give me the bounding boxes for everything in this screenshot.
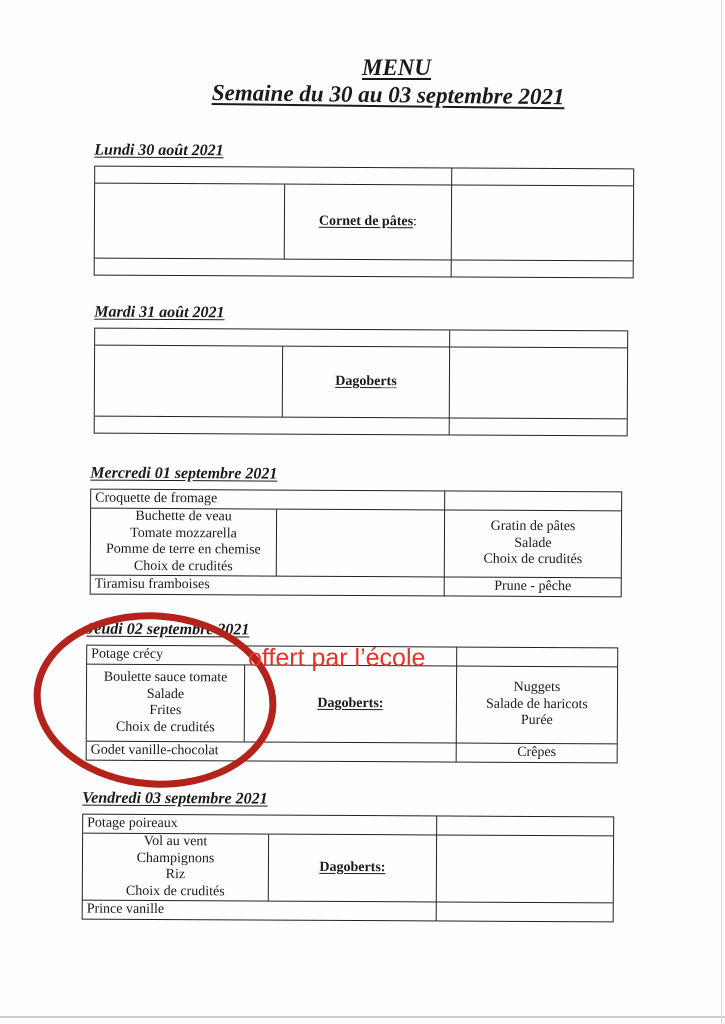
option-1-line: Frites [149, 702, 182, 719]
option-1-line: Vol au vent [143, 833, 208, 850]
menu-option-2 [277, 510, 445, 578]
day-title: Jeudi 02 septembre 2021 [86, 620, 250, 639]
starter-cell: Potage crécy [87, 646, 457, 667]
option-3-line: Nuggets [513, 680, 561, 696]
option-3-line: Salade de haricots [485, 696, 588, 712]
option-1-line: Riz [165, 867, 186, 883]
option-2-suffix: : [413, 214, 417, 230]
starter-cell [95, 167, 452, 186]
page-right-edge [721, 0, 722, 1024]
option-1-line: Buchette de veau [135, 508, 232, 525]
dessert-right-cell: Crêpes [517, 744, 557, 761]
menu-option-2 [285, 185, 452, 261]
week-subtitle: Semaine du 30 au 03 septembre 2021 [211, 80, 565, 110]
top-right-cell [457, 648, 617, 668]
day-menu-table [90, 489, 623, 598]
menu-option-3 [457, 667, 617, 745]
option-3-line: Purée [520, 713, 553, 729]
day-menu-table [82, 814, 615, 923]
option-3-line: Gratin de pâtes [490, 518, 576, 535]
top-right-cell [452, 168, 633, 186]
dessert-right-cell [452, 260, 633, 277]
day-menu-table [94, 166, 635, 279]
option-1-line: Tomate mozzarella [130, 525, 237, 541]
day-menu-table [94, 328, 629, 437]
menu-option-1 [95, 184, 285, 260]
option-2-dish: Dagoberts: [317, 695, 384, 711]
option-1-line: Salade [146, 686, 185, 702]
page-bottom-edge [0, 1016, 725, 1018]
day-block-vendredi [82, 790, 615, 923]
menu-option-2 [283, 347, 450, 419]
menu-option-2 [269, 835, 437, 903]
menu-option-3 [450, 347, 627, 419]
option-1-line: Choix de crudités [115, 719, 215, 735]
dessert-right-cell: Prune - pêche [494, 578, 572, 595]
dessert-cell [95, 259, 452, 277]
option-1-line: Boulette sauce tomate [103, 669, 228, 686]
dessert-right-cell [437, 902, 613, 921]
dessert-cell: Godet vanille-chocolat [87, 742, 457, 762]
day-title: Mardi 31 août 2021 [94, 303, 225, 322]
day-block-mardi [94, 304, 629, 437]
offered-by-school-note: offert par l’école [248, 644, 426, 672]
option-3-line: Salade [514, 535, 552, 551]
day-block-lundi [94, 142, 635, 279]
menu-option-3 [452, 185, 633, 261]
dessert-cell: Tiramisu framboises [91, 576, 445, 596]
starter-cell [95, 329, 450, 348]
option-2-dish: Dagoberts [335, 373, 397, 389]
top-right-cell [445, 491, 621, 511]
day-title: Vendredi 03 septembre 2021 [82, 789, 268, 808]
option-3-line: Choix de crudités [483, 551, 583, 568]
menu-option-1 [83, 834, 269, 902]
top-right-cell [437, 816, 613, 836]
starter-cell: Potage poireaux [83, 815, 437, 836]
dessert-cell [95, 417, 450, 435]
starter-cell: Croquette de fromage [91, 490, 445, 511]
dessert-right-cell [450, 418, 627, 435]
top-right-cell [450, 330, 627, 348]
day-title: Lundi 30 août 2021 [94, 141, 224, 160]
menu-option-1 [91, 509, 277, 577]
dessert-cell: Prince vanille [83, 901, 437, 921]
menu-option-3 [437, 835, 613, 903]
option-1-line: Champignons [136, 850, 215, 866]
red-circle-annotation [30, 612, 290, 797]
day-block-mercredi [90, 465, 623, 598]
menu-title: MENU [362, 55, 432, 80]
option-2-dish: Cornet de pâtes [318, 213, 414, 230]
option-1-line: Pomme de terre en chemise [106, 541, 261, 558]
option-2-dish: Dagoberts: [319, 859, 386, 875]
menu-option-3 [445, 510, 621, 578]
option-1-line: Choix de crudités [133, 558, 233, 574]
day-title: Mercredi 01 septembre 2021 [90, 464, 278, 483]
menu-option-1 [95, 346, 283, 418]
option-1-line: Choix de crudités [125, 883, 225, 899]
